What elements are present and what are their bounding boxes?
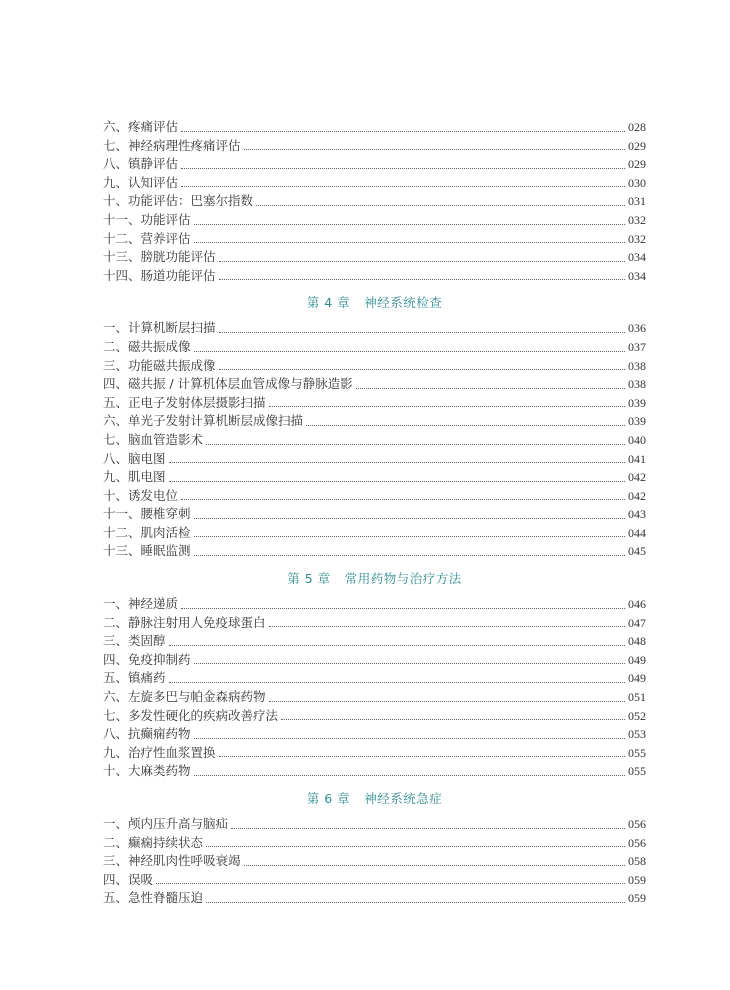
toc-entry[interactable] (103, 174, 646, 193)
toc-entry-page-number: 034 (628, 250, 646, 265)
toc-entry-page-number: 053 (628, 727, 646, 742)
toc-entry[interactable] (103, 632, 646, 651)
toc-entry-page-number: 059 (628, 891, 646, 906)
toc-entry-title: 六、左旋多巴与帕金森病药物 (103, 689, 266, 705)
toc-entry-title: 十二、肌肉活检 (103, 524, 191, 540)
toc-entry-page-number: 039 (628, 414, 646, 429)
toc-entry-title: 十一、腰椎穿刺 (103, 506, 191, 522)
dot-leader (194, 738, 625, 739)
toc-entry[interactable] (103, 614, 646, 633)
toc-entry-page-number: 059 (628, 872, 646, 887)
dot-leader (269, 626, 625, 627)
toc-entry-page-number: 047 (628, 615, 646, 630)
toc-entry-page-number: 036 (628, 321, 646, 336)
toc-entry[interactable] (103, 267, 646, 286)
dot-leader (194, 663, 625, 664)
toc-entry-page-number: 048 (628, 634, 646, 649)
toc-entry[interactable] (103, 468, 646, 487)
toc-entry[interactable] (103, 889, 646, 908)
dot-leader (169, 481, 625, 482)
dot-leader (169, 682, 625, 683)
toc-entry-title: 十、大麻类药物 (103, 763, 191, 779)
toc-entry[interactable] (103, 375, 646, 394)
toc-entry-title: 五、镇痛药 (103, 670, 166, 686)
toc-entry[interactable] (103, 118, 646, 137)
toc-entry[interactable] (103, 155, 646, 174)
toc-entry-page-number: 056 (628, 835, 646, 850)
dot-leader (194, 775, 625, 776)
dot-leader (194, 518, 625, 519)
toc-entry-title: 二、静脉注射用人免疫球蛋白 (103, 614, 266, 630)
toc-entry-title: 三、神经肌肉性呼吸衰竭 (103, 853, 241, 869)
dot-leader (181, 131, 625, 132)
toc-entry-title: 一、神经递质 (103, 596, 179, 612)
toc-entry-title: 十、诱发电位 (103, 487, 179, 503)
dot-leader (269, 406, 625, 407)
toc-entry[interactable] (103, 669, 646, 688)
toc-entry-title: 二、磁共振成像 (103, 338, 191, 354)
toc-entry-title: 八、镇静评估 (103, 156, 179, 172)
toc-entry-page-number: 029 (628, 138, 646, 153)
dot-leader (206, 444, 625, 445)
toc-entry-title: 七、多发性硬化的疾病改善疗法 (103, 707, 279, 723)
toc-entry-page-number: 049 (628, 671, 646, 686)
toc-entry-page-number: 042 (628, 488, 646, 503)
chapter-number: 第 4 章 (306, 295, 351, 311)
toc-entry[interactable] (103, 137, 646, 156)
dot-leader (269, 701, 625, 702)
toc-entry-title: 七、脑血管造影术 (103, 431, 204, 447)
dot-leader (306, 425, 625, 426)
toc-entry[interactable] (103, 357, 646, 376)
toc-entry-page-number: 034 (628, 268, 646, 283)
toc-entry-page-number: 046 (628, 597, 646, 612)
toc-entry-page-number: 038 (628, 377, 646, 392)
toc-entry[interactable] (103, 248, 646, 267)
dot-leader (181, 186, 625, 187)
toc-entry-title: 三、功能磁共振成像 (103, 357, 216, 373)
toc-entry-title: 五、正电子发射体层摄影扫描 (103, 394, 266, 410)
toc-entry-title: 一、颅内压升高与脑疝 (103, 816, 229, 831)
toc-entry-title: 四、免疫抑制药 (103, 651, 191, 667)
toc-entry-title: 十三、膀胱功能评估 (103, 249, 216, 265)
table-of-contents (103, 118, 646, 908)
toc-entry-page-number: 028 (628, 120, 646, 134)
toc-entry-title: 十三、睡眠监测 (103, 543, 191, 559)
toc-entry-title: 十二、营养评估 (103, 230, 191, 246)
dot-leader (281, 719, 625, 720)
toc-entry[interactable] (103, 524, 646, 543)
toc-entry-page-number: 038 (628, 358, 646, 373)
toc-entry-page-number: 029 (628, 157, 646, 172)
toc-entry-page-number: 049 (628, 652, 646, 667)
toc-entry-page-number: 055 (628, 745, 646, 760)
chapter-heading (103, 787, 646, 811)
dot-leader (194, 555, 625, 556)
toc-entry-page-number: 032 (628, 212, 646, 227)
toc-entry-page-number: 058 (628, 854, 646, 869)
toc-entry[interactable] (103, 211, 646, 230)
toc-entry-page-number: 055 (628, 764, 646, 779)
dot-leader (194, 242, 625, 243)
toc-entry-title: 十一、功能评估 (103, 211, 191, 227)
toc-entry-title: 八、抗癫痫药物 (103, 726, 191, 742)
toc-entry-title: 一、计算机断层扫描 (103, 320, 216, 336)
dot-leader (219, 279, 625, 280)
dot-leader (219, 261, 625, 262)
dot-leader (194, 536, 625, 537)
dot-leader (244, 865, 625, 866)
toc-entry-page-number: 030 (628, 175, 646, 190)
toc-entry-title: 四、磁共振 / 计算机体层血管成像与静脉造影 (103, 376, 353, 392)
toc-entry[interactable] (103, 688, 646, 707)
toc-entry[interactable] (103, 725, 646, 744)
toc-entry-page-number: 043 (628, 507, 646, 522)
toc-entry-page-number: 044 (628, 525, 646, 540)
toc-entry-title: 九、认知评估 (103, 174, 179, 190)
toc-entry-page-number: 045 (628, 544, 646, 559)
dot-leader (156, 883, 625, 884)
toc-entry[interactable] (103, 852, 646, 871)
toc-entry[interactable] (103, 412, 646, 431)
toc-entry-title: 六、单光子发射计算机断层成像扫描 (103, 413, 304, 429)
dot-leader (206, 902, 625, 903)
toc-entry[interactable] (103, 394, 646, 413)
dot-leader (206, 846, 625, 847)
dot-leader (231, 828, 625, 829)
toc-entry-title: 十四、肠道功能评估 (103, 267, 216, 283)
toc-entry-title: 四、误吸 (103, 871, 154, 887)
dot-leader (244, 149, 625, 150)
dot-leader (219, 332, 625, 333)
chapter-heading (103, 291, 646, 315)
toc-entry[interactable] (103, 744, 646, 763)
toc-entry[interactable] (103, 487, 646, 506)
toc-entry-page-number: 031 (628, 194, 646, 209)
toc-entry-page-number: 039 (628, 395, 646, 410)
toc-entry[interactable] (103, 319, 646, 338)
toc-entry-page-number: 056 (628, 817, 646, 831)
toc-entry-page-number: 041 (628, 451, 646, 466)
toc-entry-title: 九、治疗性血浆置换 (103, 744, 216, 760)
dot-leader (194, 351, 625, 352)
toc-entry-page-number: 032 (628, 231, 646, 246)
toc-entry[interactable] (103, 450, 646, 469)
toc-entry-title: 九、肌电图 (103, 469, 166, 485)
toc-entry-title: 二、癫痫持续状态 (103, 834, 204, 850)
dot-leader (219, 369, 625, 370)
toc-entry[interactable] (103, 505, 646, 524)
dot-leader (181, 608, 625, 609)
chapter-title: 神经系统急症 (364, 791, 443, 806)
toc-entry[interactable] (103, 338, 646, 357)
dot-leader (256, 205, 625, 206)
chapter-number: 第 6 章 (306, 791, 351, 806)
chapter-title: 神经系统检查 (364, 295, 443, 311)
toc-entry[interactable] (103, 542, 646, 561)
toc-entry-title: 五、急性脊髓压迫 (103, 890, 204, 906)
dot-leader (194, 224, 625, 225)
toc-entry-page-number: 037 (628, 339, 646, 354)
toc-entry[interactable] (103, 707, 646, 726)
toc-entry-title: 八、脑电图 (103, 450, 166, 466)
dot-leader (219, 756, 625, 757)
toc-entry-page-number: 042 (628, 470, 646, 485)
toc-entry[interactable] (103, 230, 646, 249)
toc-entry[interactable] (103, 871, 646, 890)
toc-entry-title: 七、神经病理性疼痛评估 (103, 137, 241, 153)
dot-leader (356, 388, 625, 389)
toc-entry-page-number: 051 (628, 690, 646, 705)
toc-entry[interactable] (103, 762, 646, 781)
toc-entry[interactable] (103, 431, 646, 450)
toc-entry-title: 六、疼痛评估 (103, 119, 179, 134)
toc-entry[interactable] (103, 192, 646, 211)
toc-entry[interactable] (103, 815, 646, 834)
toc-entry[interactable] (103, 834, 646, 853)
dot-leader (181, 168, 625, 169)
dot-leader (169, 645, 625, 646)
dot-leader (169, 462, 625, 463)
toc-entry-title: 十、功能评估：巴塞尔指数 (103, 193, 254, 209)
toc-entry-page-number: 040 (628, 432, 646, 447)
chapter-title: 常用药物与治疗方法 (344, 571, 462, 587)
toc-entry-page-number: 052 (628, 708, 646, 723)
chapter-heading (103, 567, 646, 591)
toc-entry[interactable] (103, 651, 646, 670)
dot-leader (181, 499, 625, 500)
toc-entry[interactable] (103, 595, 646, 614)
chapter-number: 第 5 章 (287, 571, 331, 587)
toc-entry-title: 三、类固醇 (103, 633, 166, 649)
